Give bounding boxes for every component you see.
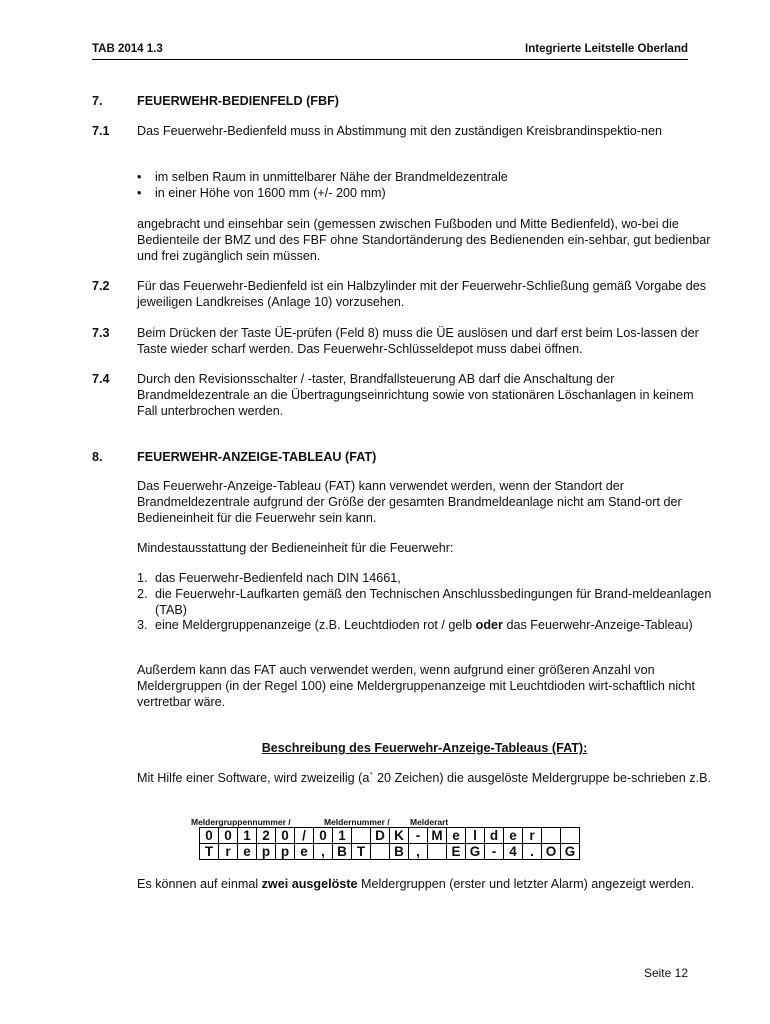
para-7-1-text: Das Feuerwehr-Bedienfeld muss in Abstimmung mit den zuständigen Kreisbrandinspektio-nen: [137, 124, 663, 138]
para-8-software: Mit Hilfe einer Software, wird zweizeilig (a` 20 Zeichen) die ausgelöste Meldergruppe be-schrieben z.B.: [137, 771, 711, 785]
para-8-additional: Außerdem kann das FAT auch verwendet werden, wenn aufgrund einer größeren Anzahl von Meldergruppen (in der Regel 100) eine Meldergruppenanzeige mit Leuchtdioden wirt-schaftlich nicht vertretbar wäre.: [137, 663, 695, 709]
fat-cell: p: [257, 844, 276, 860]
para-8-intro: Das Feuerwehr-Anzeige-Tableau (FAT) kann verwendet werden, wenn der Standort der Brandmeldezentrale aufgrund der Größe der gesamten Brandmeldeanlage nicht am Stand-ort der Bedieneinheit für die Feuerwehr sein kann.: [137, 479, 682, 525]
fat-cell: -: [409, 828, 428, 844]
section-8-title: FEUERWEHR-ANZEIGE-TABLEAU (FAT): [137, 450, 377, 464]
fat-cell: O: [542, 844, 561, 860]
fat-cell: d: [485, 828, 504, 844]
fat-cell: .: [523, 844, 542, 860]
fat-cell: 2: [257, 828, 276, 844]
fat-cell: B: [333, 844, 352, 860]
fat-cell: T: [352, 844, 371, 860]
fat-cell: 0: [314, 828, 333, 844]
fat-cell: 1: [333, 828, 352, 844]
para-7-2-text: Für das Feuerwehr-Bedienfeld ist ein Halbzylinder mit der Feuerwehr-Schließung gemäß Vorgabe des jeweiligen Landkreises (Anlage 10) vorzusehen.: [137, 279, 707, 309]
fat-cell: ,: [409, 844, 428, 860]
list-item: 2. die Feuerwehr-Laufkarten gemäß den Technischen Anschlussbedingungen für Brand-meldeanlagen (TAB): [137, 586, 712, 617]
para-7-1-number: 7.1: [92, 124, 110, 138]
section-7-number: 7.: [92, 94, 103, 108]
caption-group-number: Meldergruppennummer /: [191, 817, 291, 827]
fat-cell: e: [447, 828, 466, 844]
para-7-4-number: 7.4: [92, 372, 110, 386]
fat-cell: G: [561, 844, 580, 860]
numbered-list: [137, 571, 712, 634]
fat-row: [200, 828, 580, 844]
fat-cell: [428, 844, 447, 860]
fat-cell: [371, 844, 390, 860]
para-7-3-text: Beim Drücken der Taste ÜE-prüfen (Feld 8) muss die ÜE auslösen und darf erst beim Los-lassen der Taste wieder scharf werden. Das Feuerwehr-Schlüsseldepot muss dabei öffnen.: [137, 326, 699, 356]
para-8-alarms: Es können auf einmal zwei ausgelöste Meldergruppen (erster und letzter Alarm) angezeigt werden.: [137, 877, 695, 891]
caption-detector-number: Meldernummer /: [324, 817, 390, 827]
fat-cell: r: [219, 844, 238, 860]
fat-cell: /: [295, 828, 314, 844]
fat-display-grid: [199, 827, 580, 860]
fat-cell: -: [485, 844, 504, 860]
fat-row: [200, 844, 580, 860]
page-number: Seite 12: [643, 966, 688, 980]
bullet-mark: •: [137, 185, 142, 200]
fat-cell: G: [466, 844, 485, 860]
list-item: • im selben Raum in unmittelbarer Nähe der Brandmeldezentrale: [137, 170, 508, 184]
fat-cell: E: [447, 844, 466, 860]
fat-cell: 0: [200, 828, 219, 844]
fat-cell: [352, 828, 371, 844]
fat-cell: 1: [238, 828, 257, 844]
para-7-1-continued: angebracht und einsehbar sein (gemessen zwischen Fußboden und Mitte Bedienfeld), wo-bei die Bedienteile der BMZ und des FBF ohne Standortänderung des Bedienenden ein-sehbar, gut bedienbar und frei zugänglich sein müssen.: [137, 217, 711, 263]
section-8-number: 8.: [92, 450, 103, 464]
para-7-4-text: Durch den Revisionsschalter / -taster, Brandfallsteuerung AB darf die Anschaltung der Brandmeldezentrale an die Übertragungseinrichtung sowie von stationären Löschanlagen in keinem Fall unterbrochen werden.: [137, 372, 694, 418]
page-header: [92, 42, 688, 60]
header-right: Integrierte Leitstelle Oberland: [525, 43, 688, 55]
fat-cell: ,: [314, 844, 333, 860]
fat-cell: 0: [219, 828, 238, 844]
fat-cell: e: [238, 844, 257, 860]
header-left: TAB 2014 1.3: [92, 43, 163, 55]
fat-cell: K: [390, 828, 409, 844]
fat-cell: T: [200, 844, 219, 860]
fat-cell: e: [504, 828, 523, 844]
para-7-2-number: 7.2: [92, 279, 110, 293]
fat-cell: B: [390, 844, 409, 860]
fat-cell: 4: [504, 844, 523, 860]
fat-cell: M: [428, 828, 447, 844]
bullet-mark: •: [137, 170, 142, 184]
list-item: 3. eine Meldergruppenanzeige (z.B. Leuchtdioden rot / gelb oder das Feuerwehr-Anzeige-Tableau): [137, 618, 693, 633]
fat-cell: r: [523, 828, 542, 844]
para-8-minimum: Mindestausstattung der Bedieneinheit für die Feuerwehr:: [137, 541, 454, 555]
fat-cell: D: [371, 828, 390, 844]
fat-cell: 0: [276, 828, 295, 844]
fat-cell: [542, 828, 561, 844]
fat-cell: p: [276, 844, 295, 860]
bullet-list: [137, 170, 712, 202]
section-7-title: FEUERWEHR-BEDIENFELD (FBF): [137, 94, 339, 108]
fat-cell: [561, 828, 580, 844]
fat-cell: l: [466, 828, 485, 844]
para-7-3-number: 7.3: [92, 326, 110, 340]
list-item: 1. das Feuerwehr-Bedienfeld nach DIN 14661,: [137, 571, 401, 585]
fat-cell: e: [295, 844, 314, 860]
caption-detector-type: Melderart: [410, 817, 449, 827]
list-item: • in einer Höhe von 1600 mm (+/- 200 mm): [137, 185, 386, 200]
fat-subtitle: Beschreibung des Feuerwehr-Anzeige-Tableaus (FAT):: [261, 741, 588, 755]
